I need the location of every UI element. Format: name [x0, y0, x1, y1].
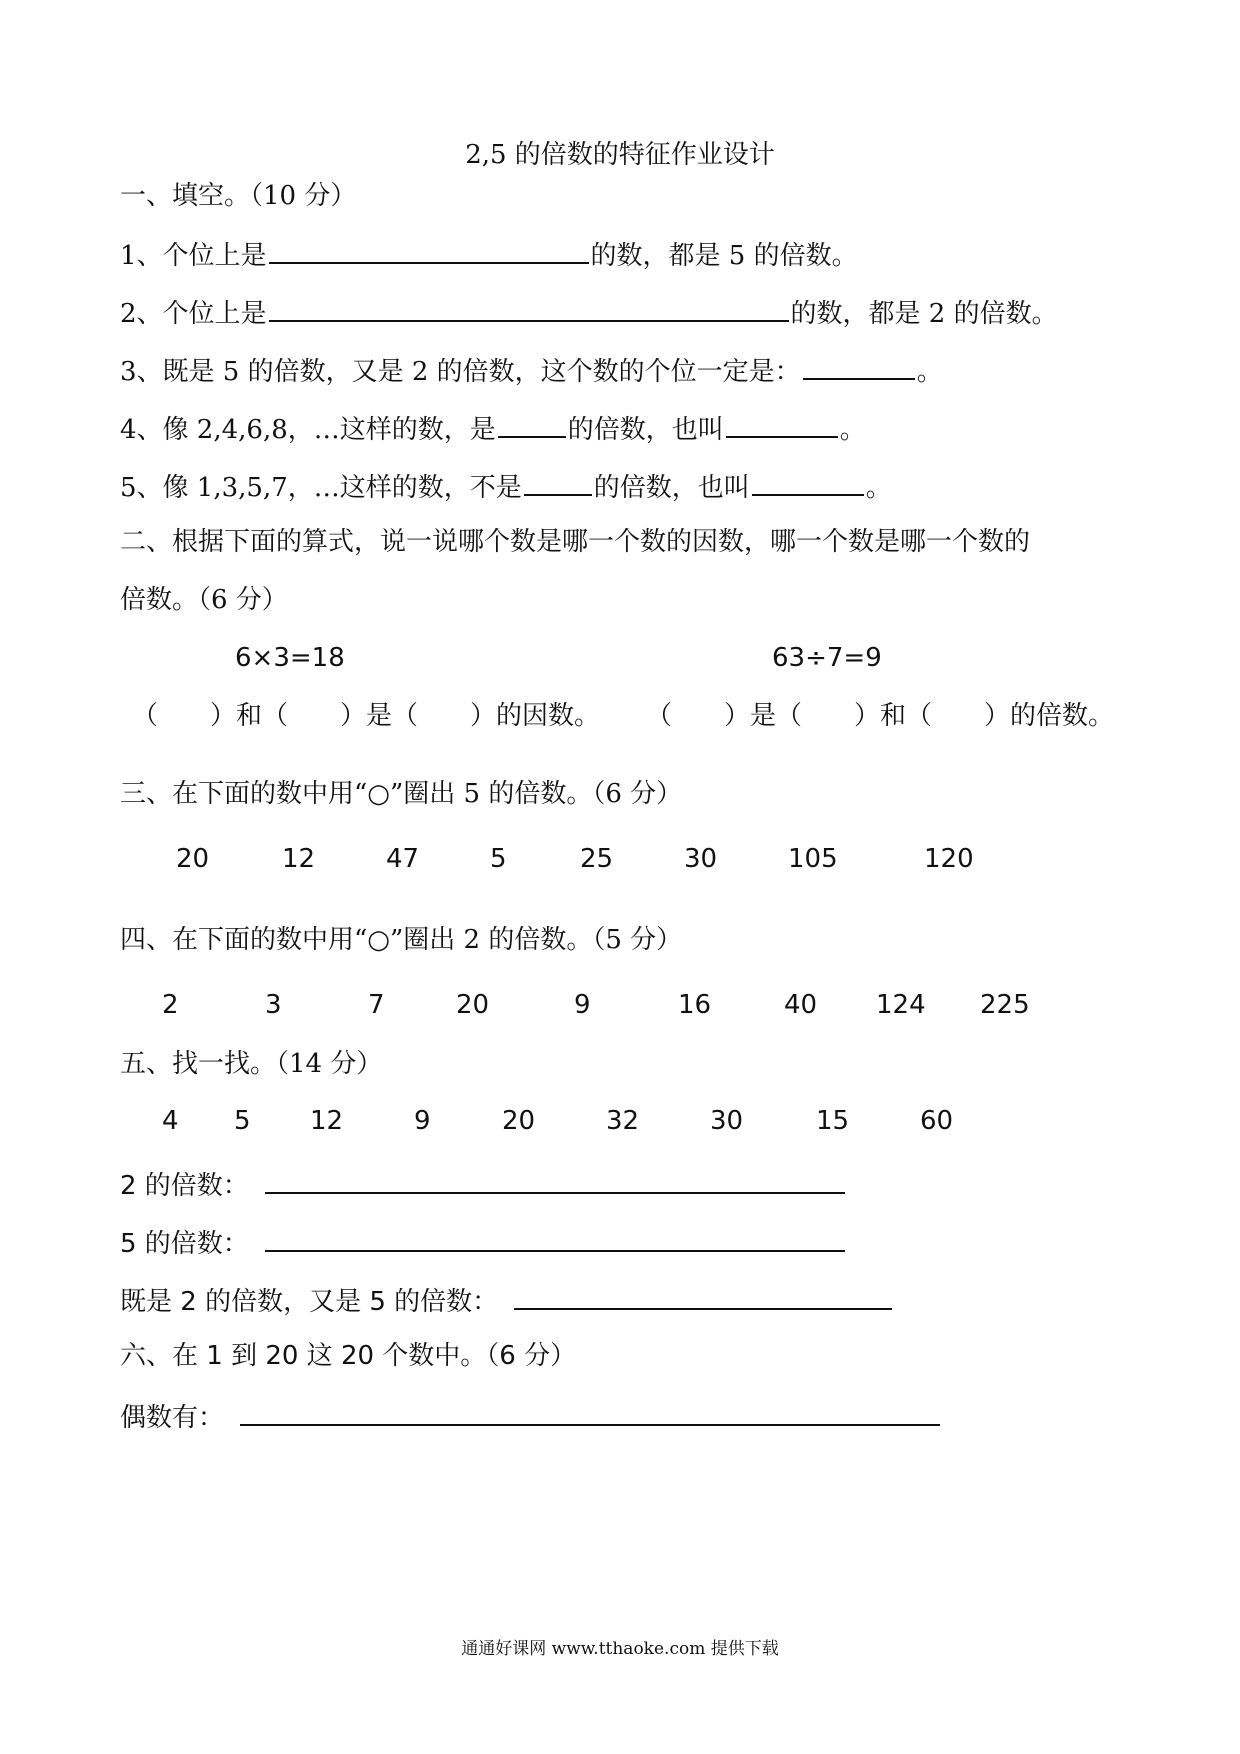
multiples-of-5-row	[120, 1222, 847, 1262]
number-item[interactable]: 47	[386, 844, 420, 874]
question-1-suffix: 的数，都是 5 的倍数。	[590, 241, 858, 271]
multiples-of-2-row	[120, 1164, 847, 1204]
section1-heading: 一、填空。（10 分）	[120, 181, 357, 211]
answer-blank-5a[interactable]	[524, 466, 592, 496]
number-item: 20	[502, 1106, 536, 1136]
number-item[interactable]: 2	[162, 990, 179, 1020]
even-numbers-row	[120, 1396, 942, 1436]
multiples-of-2-label: 2 的倍数：	[120, 1171, 249, 1201]
number-item: 30	[710, 1106, 744, 1136]
multiple-answer-sentence: （ ）是（ ）和（ ）的倍数。	[646, 701, 1115, 731]
question-5-middle: 的倍数，也叫	[593, 473, 750, 503]
section5-number-row	[0, 1106, 1240, 1142]
question-4-prefix: 4、像 2,4,6,8，…这样的数，是	[120, 415, 496, 445]
number-item: 4	[162, 1106, 179, 1136]
number-item[interactable]: 105	[788, 844, 838, 874]
number-item[interactable]: 16	[678, 990, 712, 1020]
number-item[interactable]: 9	[574, 990, 591, 1020]
answer-blank-4b[interactable]	[726, 408, 838, 438]
number-item[interactable]: 20	[456, 990, 490, 1020]
question-2-prefix: 2、个位上是	[120, 299, 267, 329]
multiples-of-5-blank[interactable]	[265, 1222, 845, 1252]
answer-blank-1[interactable]	[269, 234, 589, 264]
even-numbers-label: 偶数有：	[120, 1403, 225, 1433]
question-2-suffix: 的数，都是 2 的倍数。	[790, 299, 1058, 329]
multiples-of-both-label: 既是 2 的倍数，又是 5 的倍数：	[120, 1287, 499, 1317]
question-3-prefix: 3、既是 5 的倍数，又是 2 的倍数，这个数的个位一定是：	[120, 357, 801, 387]
number-item[interactable]: 12	[282, 844, 316, 874]
number-item[interactable]: 7	[368, 990, 385, 1020]
multiples-of-5-label: 5 的倍数：	[120, 1229, 249, 1259]
number-item[interactable]: 25	[580, 844, 614, 874]
number-item[interactable]: 30	[684, 844, 718, 874]
number-item: 5	[234, 1106, 251, 1136]
section4-number-row	[0, 990, 1240, 1026]
answer-blank-2[interactable]	[269, 292, 789, 322]
section5-heading: 五、找一找。（14 分）	[120, 1049, 383, 1079]
multiples-of-both-blank[interactable]	[514, 1280, 892, 1310]
number-item[interactable]: 40	[784, 990, 818, 1020]
question-5-prefix: 5、像 1,3,5,7，…这样的数，不是	[120, 473, 522, 503]
section2-heading-line1: 二、根据下面的算式，说一说哪个数是哪一个数的因数，哪一个数是哪一个数的	[120, 527, 1031, 557]
number-item: 32	[606, 1106, 640, 1136]
factor-answer-sentence: （ ）和（ ）是（ ）的因数。	[132, 701, 601, 731]
number-item[interactable]: 5	[490, 844, 507, 874]
question-3	[120, 350, 943, 390]
answer-blank-3[interactable]	[803, 350, 915, 380]
even-numbers-blank[interactable]	[240, 1396, 940, 1426]
question-4	[120, 408, 866, 448]
number-item: 9	[414, 1106, 431, 1136]
multiples-of-both-row	[120, 1280, 894, 1320]
question-1	[120, 234, 858, 274]
footer-source: 通通好课网 www.tthaoke.com 提供下载	[461, 1639, 779, 1659]
section3-number-row	[0, 844, 1240, 880]
section4-heading: 四、在下面的数中用“○”圈出 2 的倍数。（5 分）	[120, 925, 683, 955]
number-item: 12	[310, 1106, 344, 1136]
question-4-suffix: 。	[839, 415, 866, 445]
page-title: 2,5 的倍数的特征作业设计	[465, 140, 775, 170]
question-5	[120, 466, 892, 506]
number-item[interactable]: 124	[876, 990, 926, 1020]
section6-heading: 六、在 1 到 20 这 20 个数中。（6 分）	[120, 1341, 577, 1371]
number-item[interactable]: 225	[980, 990, 1030, 1020]
multiples-of-2-blank[interactable]	[265, 1164, 845, 1194]
section2-heading-line2: 倍数。（6 分）	[120, 585, 288, 615]
section3-heading: 三、在下面的数中用“○”圈出 5 的倍数。（6 分）	[120, 779, 683, 809]
number-item[interactable]: 20	[176, 844, 210, 874]
expression-divide: 63÷7=9	[772, 643, 882, 673]
number-item[interactable]: 120	[924, 844, 974, 874]
number-item: 60	[920, 1106, 954, 1136]
question-1-prefix: 1、个位上是	[120, 241, 267, 271]
question-2	[120, 292, 1058, 332]
answer-blank-4a[interactable]	[498, 408, 566, 438]
question-3-suffix: 。	[916, 357, 943, 387]
number-item[interactable]: 3	[265, 990, 282, 1020]
answer-blank-5b[interactable]	[752, 466, 864, 496]
number-item: 15	[816, 1106, 850, 1136]
expression-multiply: 6×3=18	[235, 643, 345, 673]
question-5-suffix: 。	[865, 473, 892, 503]
question-4-middle: 的倍数，也叫	[567, 415, 724, 445]
